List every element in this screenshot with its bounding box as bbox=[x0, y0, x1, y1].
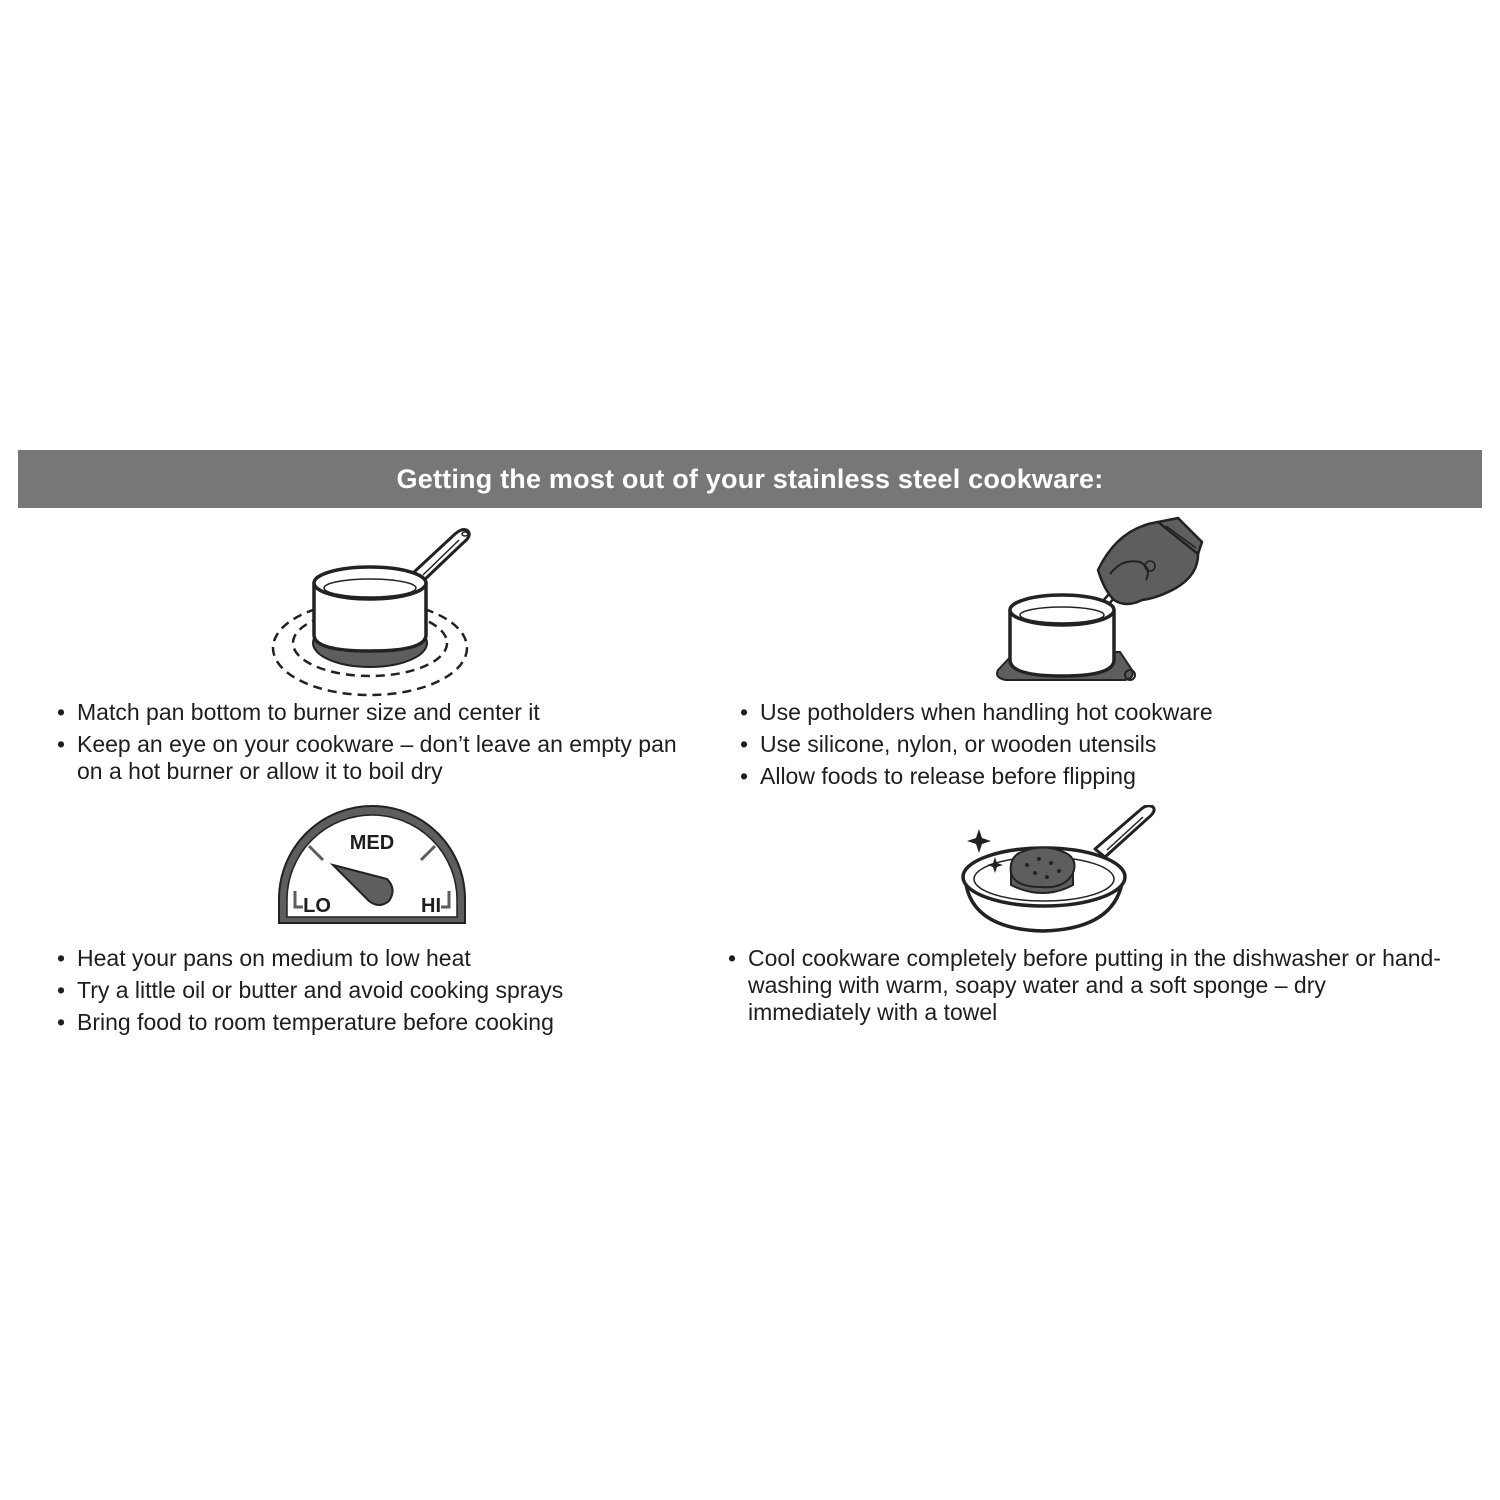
saucepan-on-burner-icon bbox=[265, 525, 475, 705]
tips-potholder bbox=[740, 699, 1440, 795]
tip-item: • Keep an eye on your cookware – don’t leave an empty pan on a hot burner or allow it to boil dry bbox=[57, 731, 707, 785]
tip-item: • Match pan bottom to burner size and center it bbox=[57, 699, 707, 726]
tip-item: • Cool cookware completely before putting in the dishwasher or hand-washing with warm, soapy water and a soft sponge – dry immediately with a towel bbox=[728, 945, 1443, 1026]
tip-item: • Bring food to room temperature before cooking bbox=[57, 1009, 707, 1036]
tip-item: • Heat your pans on medium to low heat bbox=[57, 945, 707, 972]
tip-item: • Use silicone, nylon, or wooden utensils bbox=[740, 731, 1440, 758]
gauge-hi-label: HI bbox=[421, 895, 441, 917]
tips-heat bbox=[57, 945, 707, 1041]
gauge-lo-label: LO bbox=[303, 895, 331, 917]
tip-item: • Try a little oil or butter and avoid cooking sprays bbox=[57, 977, 707, 1004]
heat-gauge-icon bbox=[275, 803, 470, 928]
tip-item: • Use potholders when handling hot cookware bbox=[740, 699, 1440, 726]
frying-pan-sponge-icon bbox=[955, 805, 1165, 935]
tip-item: • Allow foods to release before flipping bbox=[740, 763, 1440, 790]
page-title: Getting the most out of your stainless steel cookware: bbox=[396, 463, 1104, 494]
tips-burner bbox=[57, 699, 707, 790]
oven-mitt-saucepan-icon bbox=[990, 512, 1220, 692]
header-banner bbox=[18, 450, 1482, 508]
gauge-med-label: MED bbox=[349, 832, 395, 854]
tips-cleaning bbox=[728, 945, 1443, 1031]
